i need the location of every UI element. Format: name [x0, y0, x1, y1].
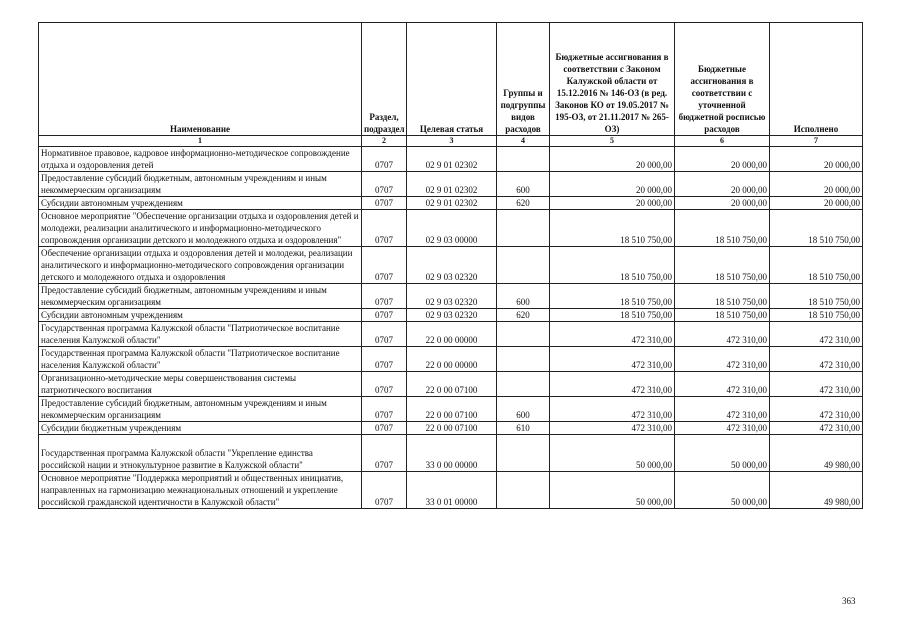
row-law: 50 000,00 — [550, 435, 675, 472]
column-number: 6 — [675, 136, 770, 147]
page-number: 363 — [842, 596, 856, 606]
row-group — [497, 435, 550, 472]
row-group — [497, 210, 550, 247]
row-executed: 18 510 750,00 — [770, 247, 863, 284]
row-section: 0707 — [362, 197, 407, 210]
column-number: 2 — [362, 136, 407, 147]
row-section: 0707 — [362, 372, 407, 397]
row-roster: 18 510 750,00 — [675, 247, 770, 284]
header-target: Целевая статья — [407, 23, 497, 136]
header-groups: Группы и подгруппы видов расходов — [497, 23, 550, 136]
column-number: 1 — [39, 136, 362, 147]
row-group: 620 — [497, 309, 550, 322]
row-name: Обеспечение организации отдыха и оздоровления детей и молодежи, реализации аналитического и информационно-методического сопровождения организации детского и молодежного отдыха и оздоровления — [39, 247, 362, 284]
row-section: 0707 — [362, 322, 407, 347]
table-row — [39, 247, 863, 284]
row-executed: 472 310,00 — [770, 372, 863, 397]
row-name: Организационно-методические меры совершенствования системы патриотического воспитания — [39, 372, 362, 397]
row-roster: 472 310,00 — [675, 322, 770, 347]
row-section: 0707 — [362, 347, 407, 372]
row-target: 22 0 00 00000 — [407, 347, 497, 372]
row-law: 472 310,00 — [550, 397, 675, 422]
row-name: Предоставление субсидий бюджетным, автономным учреждениям и иным некоммерческим организациям — [39, 172, 362, 197]
row-law: 18 510 750,00 — [550, 284, 675, 309]
table-row — [39, 422, 863, 435]
row-executed: 18 510 750,00 — [770, 284, 863, 309]
header-section: Раздел, подраздел — [362, 23, 407, 136]
row-law: 50 000,00 — [550, 472, 675, 509]
row-group: 620 — [497, 197, 550, 210]
row-executed: 472 310,00 — [770, 397, 863, 422]
row-executed: 49 980,00 — [770, 435, 863, 472]
row-name: Государственная программа Калужской области "Патриотическое воспитание населения Калужской области" — [39, 322, 362, 347]
row-name: Субсидии бюджетным учреждениям — [39, 422, 362, 435]
table-row — [39, 322, 863, 347]
column-number: 4 — [497, 136, 550, 147]
row-law: 472 310,00 — [550, 372, 675, 397]
row-target: 02 9 03 00000 — [407, 210, 497, 247]
row-group: 610 — [497, 422, 550, 435]
header-name: Наименование — [39, 23, 362, 136]
row-executed: 20 000,00 — [770, 172, 863, 197]
column-number: 7 — [770, 136, 863, 147]
row-name: Субсидии автономным учреждениям — [39, 197, 362, 210]
row-target: 33 0 01 00000 — [407, 472, 497, 509]
row-roster: 472 310,00 — [675, 397, 770, 422]
row-executed: 49 980,00 — [770, 472, 863, 509]
row-name: Предоставление субсидий бюджетным, автономным учреждениям и иным некоммерческим организациям — [39, 397, 362, 422]
row-group — [497, 247, 550, 284]
table-row — [39, 147, 863, 172]
row-roster: 20 000,00 — [675, 172, 770, 197]
header-assign-law: Бюджетные ассигнования в соответствии с Законом Калужской области от 15.12.2016 № 146-ОЗ (в ред. Законов КО от 19.05.2017 № 195-ОЗ, от 21.11.2017 № 265-ОЗ) — [550, 23, 675, 136]
row-group: 600 — [497, 172, 550, 197]
row-target: 33 0 00 00000 — [407, 435, 497, 472]
row-roster: 18 510 750,00 — [675, 210, 770, 247]
row-roster: 18 510 750,00 — [675, 309, 770, 322]
header-row — [39, 23, 863, 136]
row-target: 02 9 01 02302 — [407, 172, 497, 197]
row-section: 0707 — [362, 397, 407, 422]
budget-table — [38, 22, 863, 509]
column-numbers-row — [39, 136, 863, 147]
row-name: Основное мероприятие "Обеспечение организации отдыха и оздоровления детей и молодежи, реализации аналитического и информационно-методического сопровождения организации детского и молодежного отдыха и оздоровления" — [39, 210, 362, 247]
row-section: 0707 — [362, 422, 407, 435]
row-group — [497, 147, 550, 172]
row-group — [497, 347, 550, 372]
row-name: Государственная программа Калужской области "Укрепление единства российской нации и этнокультурное развитие в Калужской области" — [39, 435, 362, 472]
row-roster: 472 310,00 — [675, 422, 770, 435]
row-target: 02 9 03 02320 — [407, 309, 497, 322]
table-row — [39, 197, 863, 210]
row-target: 02 9 01 02302 — [407, 197, 497, 210]
row-group — [497, 472, 550, 509]
row-law: 20 000,00 — [550, 172, 675, 197]
row-name: Субсидии автономным учреждениям — [39, 309, 362, 322]
row-roster: 472 310,00 — [675, 372, 770, 397]
row-roster: 472 310,00 — [675, 347, 770, 372]
header-assign-roster: Бюджетные ассигнования в соответствии с уточненной бюджетной росписью расходов — [675, 23, 770, 136]
table-row — [39, 309, 863, 322]
row-group: 600 — [497, 284, 550, 309]
row-target: 02 9 03 02320 — [407, 247, 497, 284]
table-row — [39, 210, 863, 247]
row-law: 20 000,00 — [550, 197, 675, 210]
row-section: 0707 — [362, 435, 407, 472]
row-executed: 20 000,00 — [770, 147, 863, 172]
row-section: 0707 — [362, 210, 407, 247]
row-law: 472 310,00 — [550, 322, 675, 347]
row-name: Предоставление субсидий бюджетным, автономным учреждениям и иным некоммерческим организациям — [39, 284, 362, 309]
row-law: 472 310,00 — [550, 422, 675, 435]
row-name: Нормативное правовое, кадровое информационно-методическое сопровождение отдыха и оздоровления детей — [39, 147, 362, 172]
row-executed: 472 310,00 — [770, 347, 863, 372]
row-target: 22 0 00 07100 — [407, 397, 497, 422]
table-row — [39, 372, 863, 397]
row-group: 600 — [497, 397, 550, 422]
row-section: 0707 — [362, 172, 407, 197]
row-section: 0707 — [362, 309, 407, 322]
row-target: 02 9 03 02320 — [407, 284, 497, 309]
row-section: 0707 — [362, 147, 407, 172]
row-target: 22 0 00 07100 — [407, 372, 497, 397]
row-law: 18 510 750,00 — [550, 309, 675, 322]
row-roster: 20 000,00 — [675, 197, 770, 210]
table-row — [39, 347, 863, 372]
row-law: 18 510 750,00 — [550, 247, 675, 284]
table-row — [39, 435, 863, 472]
row-executed: 18 510 750,00 — [770, 309, 863, 322]
table-row — [39, 284, 863, 309]
table-row — [39, 472, 863, 509]
row-roster: 50 000,00 — [675, 435, 770, 472]
table-row — [39, 397, 863, 422]
row-executed: 472 310,00 — [770, 322, 863, 347]
row-target: 22 0 00 07100 — [407, 422, 497, 435]
row-group — [497, 372, 550, 397]
row-target: 02 9 01 02302 — [407, 147, 497, 172]
row-executed: 18 510 750,00 — [770, 210, 863, 247]
column-number: 5 — [550, 136, 675, 147]
row-law: 18 510 750,00 — [550, 210, 675, 247]
column-number: 3 — [407, 136, 497, 147]
row-section: 0707 — [362, 284, 407, 309]
row-roster: 50 000,00 — [675, 472, 770, 509]
row-executed: 20 000,00 — [770, 197, 863, 210]
row-name: Государственная программа Калужской области "Патриотическое воспитание населения Калужской области" — [39, 347, 362, 372]
row-target: 22 0 00 00000 — [407, 322, 497, 347]
header-executed: Исполнено — [770, 23, 863, 136]
row-group — [497, 322, 550, 347]
row-executed: 472 310,00 — [770, 422, 863, 435]
row-section: 0707 — [362, 472, 407, 509]
row-law: 20 000,00 — [550, 147, 675, 172]
row-name: Основное мероприятие "Поддержка мероприятий и общественных инициатив, направленных на гармонизацию межнациональных отношений и укрепление российской гражданской идентичности в Калужской области" — [39, 472, 362, 509]
row-law: 472 310,00 — [550, 347, 675, 372]
row-roster: 18 510 750,00 — [675, 284, 770, 309]
table-row — [39, 172, 863, 197]
row-section: 0707 — [362, 247, 407, 284]
row-roster: 20 000,00 — [675, 147, 770, 172]
